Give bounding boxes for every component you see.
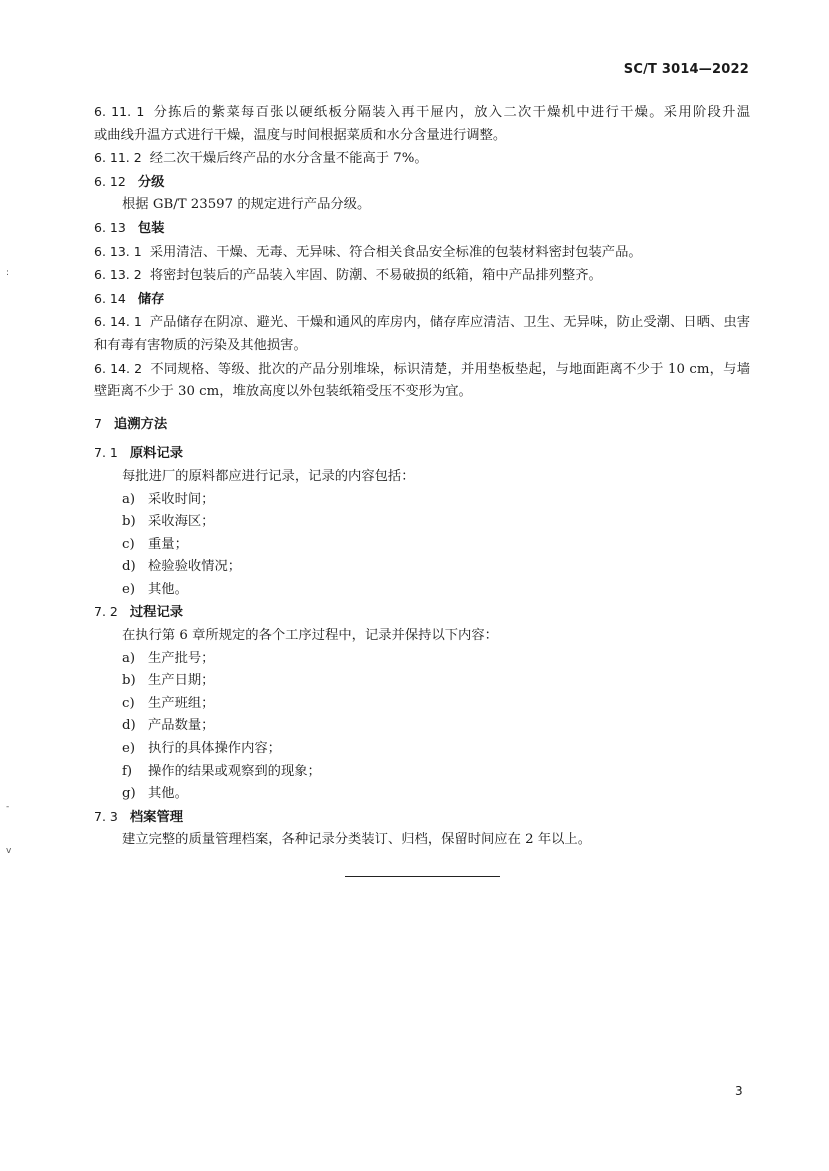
section-7-2-heading (94, 601, 750, 625)
clause-6-13-2 (94, 264, 750, 288)
end-divider (345, 876, 500, 877)
section-number: 7. 1 (94, 445, 118, 461)
clause-6-11-2 (94, 147, 750, 171)
clause-number: 6. 13. 2 (94, 267, 142, 283)
list-label: e) (122, 581, 136, 597)
list-item (94, 670, 750, 693)
list-text: 生产批号； (148, 650, 215, 666)
section-number: 7. 3 (94, 808, 118, 824)
list-label: a) (122, 650, 136, 666)
clause-number: 6. 14. 2 (94, 360, 143, 376)
clause-6-11-1-line-2: 或曲线升温方式进行干燥，温度与时间根据菜质和水分含量进行调整。 (94, 127, 507, 143)
list-text: 执行的具体操作内容； (148, 741, 281, 757)
margin-mark: : (6, 268, 10, 278)
clause-text: 经二次干燥后终产品的水分含量不能高于 7%。 (149, 151, 428, 167)
list-text: 其他。 (148, 786, 188, 802)
clause-6-13-1 (94, 241, 750, 265)
list-text: 检验验收情况； (148, 559, 242, 575)
list-label: e) (122, 741, 136, 757)
page-number: 3 (735, 1084, 743, 1098)
document-code: SC/T 3014—2022 (623, 62, 749, 77)
margin-mark: - (6, 802, 10, 812)
clause-number: 6. 13. 1 (94, 243, 142, 259)
section-title: 储存 (137, 291, 165, 307)
section-title: 分级 (137, 174, 165, 190)
section-6-13-heading (94, 217, 750, 241)
list-item (94, 556, 750, 579)
section-title: 包装 (137, 220, 165, 236)
list-label: a) (122, 491, 136, 507)
clause-6-14-1-line-2: 和有毒有害物质的污染及其他损害。 (94, 337, 307, 353)
list-text: 重量； (148, 536, 188, 552)
section-number: 6. 13 (94, 219, 126, 235)
list-label: d) (122, 559, 136, 575)
list-label: g) (122, 786, 136, 802)
document-body (94, 101, 750, 852)
section-6-12-text: 根据 GB/T 23597 的规定进行产品分级。 (122, 197, 371, 213)
clause-number: 6. 14. 1 (94, 314, 142, 330)
section-title: 档案管理 (129, 809, 184, 825)
section-6-12-heading (94, 171, 750, 195)
section-7-3-text: 建立完整的质量管理档案，各种记录分类装订、归档，保留时间应在 2 年以上。 (122, 832, 592, 848)
clause-number: 6. 11. 2 (94, 150, 142, 166)
list-label: c) (122, 536, 135, 552)
list-item (94, 511, 750, 534)
section-6-14-heading (94, 288, 750, 312)
list-item (94, 693, 750, 716)
list-item (94, 761, 750, 784)
clause-text: 采用清洁、干燥、无毒、无异味、符合相关食品安全标准的包装材料密封包装产品。 (149, 244, 642, 260)
section-7-3-heading (94, 806, 750, 830)
section-title: 原料记录 (129, 446, 184, 462)
margin-mark: v (6, 846, 12, 856)
section-7-2-intro: 在执行第 6 章所规定的各个工序过程中，记录并保持以下内容： (122, 628, 498, 644)
list-item (94, 534, 750, 557)
list-label: d) (122, 718, 136, 734)
clause-text: 产品储存在阴凉、避光、干燥和通风的库房内，储存库应清洁、卫生、无异味，防止受潮、日晒、虫害 (149, 315, 750, 331)
list-text: 生产班组； (148, 695, 215, 711)
section-7-1-intro: 每批进厂的原料都应进行记录，记录的内容包括： (122, 468, 415, 484)
section-number: 7. 2 (94, 604, 118, 620)
clause-6-14-2-line-2: 壁距离不少于 30 cm，堆放高度以外包装纸箱受压不变形为宜。 (94, 384, 472, 400)
clause-text: 不同规格、等级、批次的产品分别堆垛，标识清楚，并用垫板垫起，与地面距离不少于 10 cm，与墙 (150, 361, 750, 377)
list-item (94, 489, 750, 512)
list-label: b) (122, 673, 136, 689)
list-item (94, 715, 750, 738)
list-item (94, 783, 750, 806)
section-7-1-heading (94, 442, 750, 466)
chapter-title: 追溯方法 (113, 416, 168, 432)
clause-6-14-2-line-1 (94, 358, 750, 382)
chapter-7-heading (94, 413, 750, 437)
clause-text: 将密封包装后的产品装入牢固、防潮、不易破损的纸箱，箱中产品排列整齐。 (149, 268, 602, 284)
list-item (94, 648, 750, 671)
list-text: 生产日期； (148, 673, 215, 689)
clause-text: 分拣后的紫菜每百张以硬纸板分隔装入再干屉内，放入二次干燥机中进行干燥。采用阶段升温 (152, 105, 750, 120)
list-label: b) (122, 514, 136, 530)
section-title: 过程记录 (129, 605, 184, 621)
section-number: 6. 14 (94, 290, 126, 306)
list-text: 其他。 (148, 581, 188, 597)
clause-6-14-1-line-1 (94, 311, 750, 335)
list-text: 采收海区； (148, 514, 215, 530)
list-item (94, 579, 750, 602)
chapter-number: 7 (94, 415, 102, 431)
section-number: 6. 12 (94, 173, 126, 189)
list-text: 产品数量； (148, 718, 215, 734)
list-text: 操作的结果或观察到的现象； (148, 763, 321, 779)
list-text: 采收时间； (148, 491, 215, 507)
list-label: c) (122, 695, 135, 711)
list-label: f) (122, 763, 133, 779)
clause-number: 6. 11. 1 (94, 104, 145, 119)
list-item (94, 738, 750, 761)
clause-6-11-1-line-1 (94, 101, 750, 125)
